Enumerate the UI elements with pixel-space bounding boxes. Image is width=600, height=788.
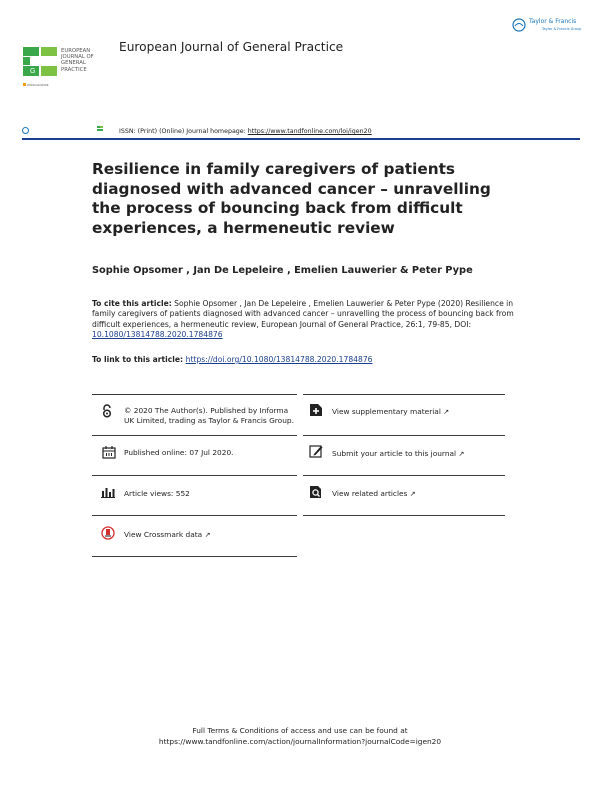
grid-divider [303, 475, 505, 476]
related-articles-icon[interactable] [309, 485, 323, 499]
issn-line [119, 128, 372, 135]
grid-divider [92, 435, 297, 436]
egp-logo-line: JOURNAL OF [61, 54, 94, 61]
crossmark-icon[interactable] [101, 526, 115, 540]
svg-text:G: G [30, 68, 36, 75]
published-date: Published online: 07 Jul 2020. [124, 448, 234, 457]
tf-logo-subname: Taylor & Francis Group [542, 27, 582, 31]
article-doi-url[interactable]: https://doi.org/10.1080/13814788.2020.1784876 [185, 355, 373, 364]
crossmark-label[interactable]: View Crossmark data [124, 530, 203, 539]
grid-divider [92, 394, 297, 395]
external-link-icon: ↗ [443, 408, 450, 416]
article-link-line [92, 355, 372, 364]
article-views: Article views: 552 [124, 489, 190, 498]
calendar-icon [102, 445, 116, 459]
submit-article-icon[interactable] [309, 444, 323, 458]
title-line: Resilience in family caregivers of patients [92, 160, 456, 178]
supplementary-icon[interactable] [309, 403, 323, 417]
supplementary-link[interactable] [332, 407, 449, 418]
egp-logo-line: PRACTICE [61, 66, 87, 73]
external-link-icon: ↗ [458, 450, 465, 458]
egp-logo-text [61, 48, 94, 73]
footer [0, 726, 600, 747]
grid-divider [92, 475, 297, 476]
submit-article-link[interactable] [332, 449, 464, 460]
related-articles-link[interactable] [332, 489, 416, 500]
submit-label[interactable]: Submit your article to this journal [332, 449, 457, 458]
citation-block [92, 299, 520, 340]
title-line: experiences, a hermeneutic review [92, 218, 395, 237]
article-title [92, 160, 522, 238]
title-line: the process of bouncing back from difficult [92, 199, 463, 218]
footer-terms-text: Full Terms & Conditions of access and use can be found at [192, 726, 408, 735]
title-line: diagnosed with advanced cancer – unravelling [92, 179, 491, 198]
grid-divider [303, 515, 505, 516]
journal-title: European Journal of General Practice [119, 40, 344, 54]
related-label[interactable]: View related articles [332, 489, 408, 498]
supplementary-label[interactable]: View supplementary material [332, 407, 441, 416]
tf-emblem-icon [512, 18, 526, 32]
grid-divider [92, 515, 297, 516]
tf-small-logo [22, 127, 29, 134]
grid-divider [303, 394, 505, 395]
article-authors: Sophie Opsomer , Jan De Lepeleire , Emelien Lauwerier & Peter Pype [92, 265, 473, 276]
grid-divider [303, 435, 505, 436]
egp-small-logo [96, 125, 104, 133]
doi-link[interactable]: 10.1080/13814788.2020.1784876 [92, 329, 223, 339]
open-access-icon [100, 404, 114, 418]
external-link-icon: ↗ [204, 531, 211, 539]
svg-text:WONCA EUROPE: WONCA EUROPE [27, 84, 49, 87]
external-link-icon: ↗ [409, 490, 416, 498]
egp-logo-line: EUROPEAN [61, 48, 91, 54]
grid-divider [92, 556, 297, 557]
tf-small-emblem-icon [22, 127, 29, 134]
journal-homepage-link[interactable]: https://www.tandfonline.com/loi/igen20 [247, 128, 372, 135]
header-divider [22, 138, 580, 140]
tf-logo-name: Taylor & Francis [529, 18, 577, 25]
bar-chart-icon [101, 485, 115, 499]
citation-label: To cite this article: [92, 299, 172, 308]
footer-terms-url[interactable]: https://www.tandfonline.com/action/journalInformation?journalCode=igen20 [158, 736, 442, 746]
egp-logo-line: GENERAL [61, 60, 86, 67]
link-label: To link to this article: [92, 355, 186, 364]
issn-prefix: ISSN: (Print) (Online) Journal homepage: [119, 128, 248, 135]
citation-body: Sophie Opsomer , Jan De Lepeleire , Emelien Lauwerier & Peter Pype (2020) Resilience in family caregivers of patients diagnosed with advanced cancer – unravelling the process of bouncing back from difficult experiences, a hermeneutic review, European Journal of General Practice, 26:1, 79-85, DOI: [92, 299, 514, 329]
taylor-francis-logo [512, 18, 584, 36]
license-text: © 2020 The Author(s). Published by Informa UK Limited, trading as Taylor & Francis Group. [124, 406, 294, 425]
crossmark-link[interactable] [124, 530, 210, 541]
